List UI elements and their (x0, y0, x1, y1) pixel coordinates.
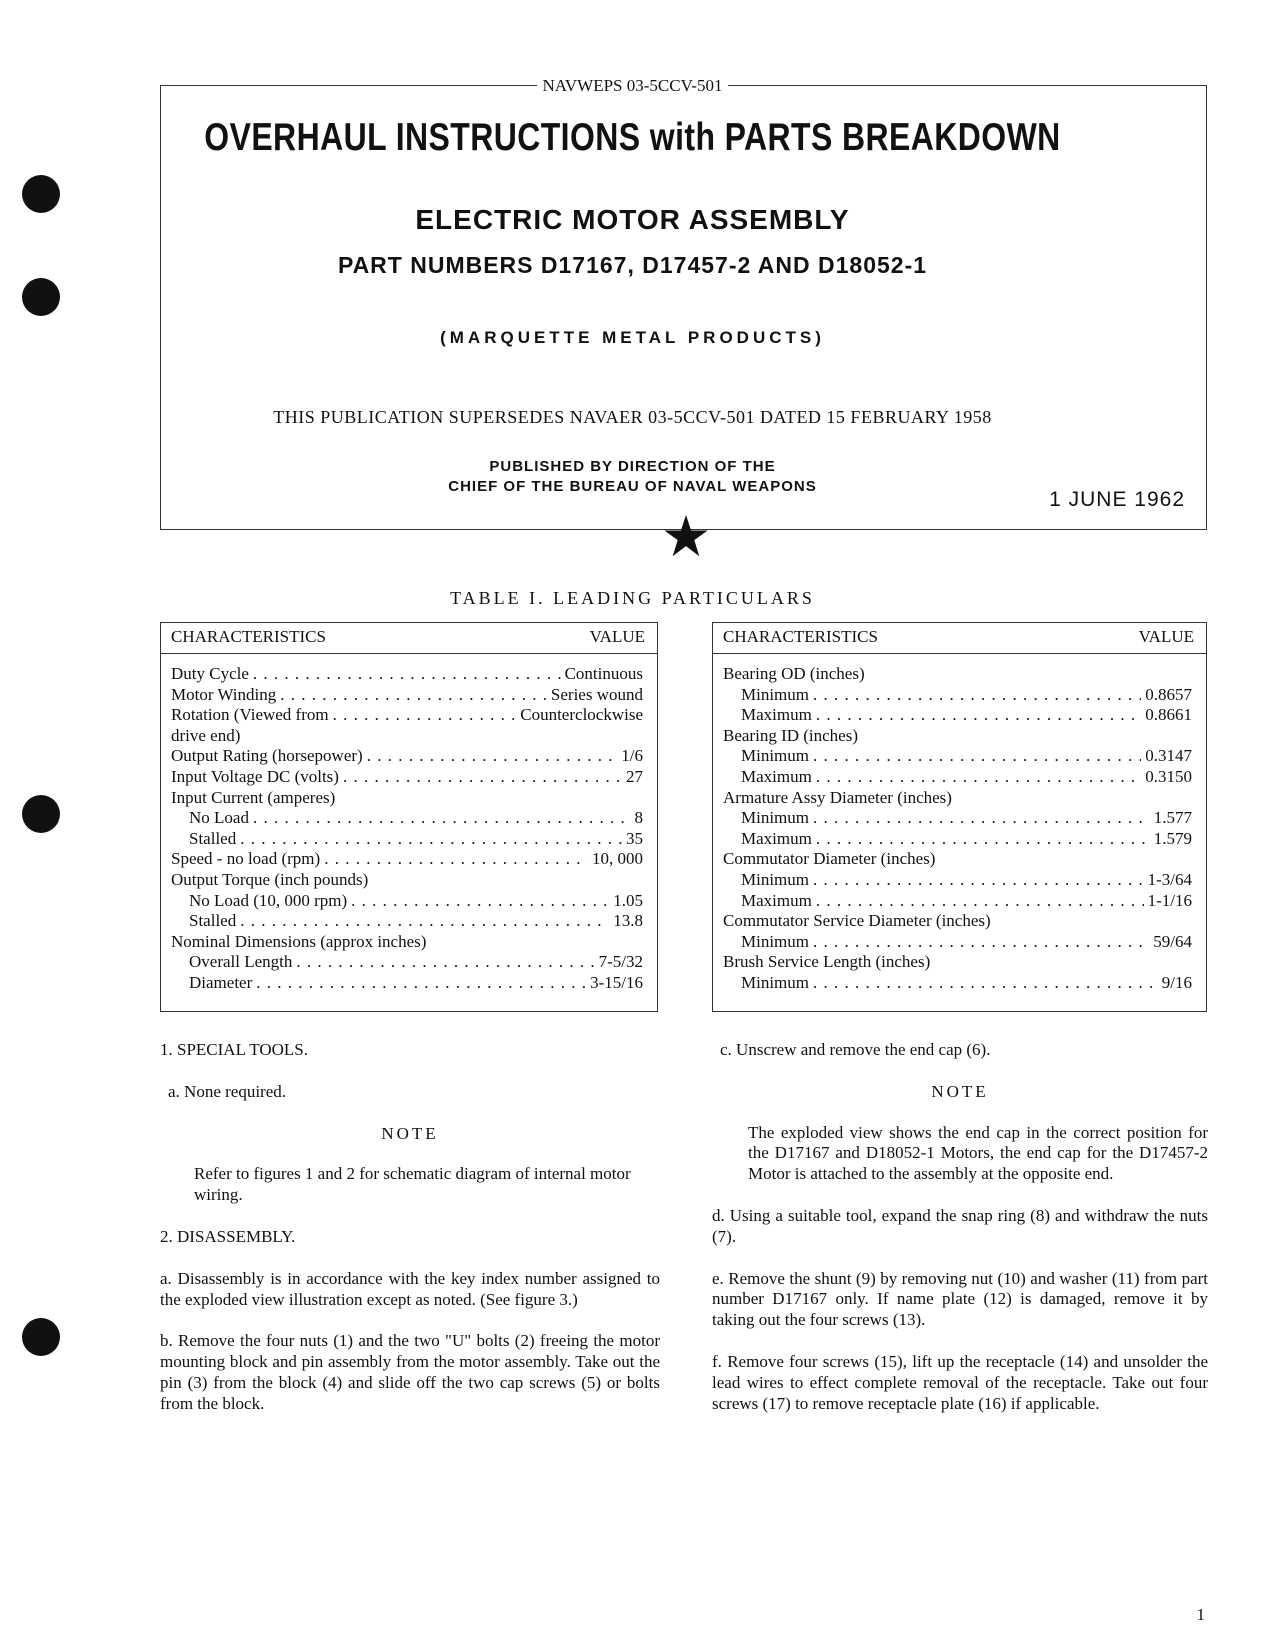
leader-dots (367, 746, 618, 767)
leader-dots (253, 808, 631, 829)
table-row (723, 685, 1192, 706)
column-header-value: VALUE (589, 627, 645, 646)
leader-dots (343, 767, 622, 788)
row-value: 1-1/16 (1147, 890, 1192, 910)
text-column-right (712, 1040, 1208, 1435)
row-label: Speed - no load (rpm) (171, 849, 321, 869)
column-header-characteristics: CHARACTERISTICS (171, 627, 326, 646)
paragraph-2a: a. Disassembly is in accordance with the key index number assigned to the exploded view illustration except as noted. (See figure 3.) (160, 1268, 660, 1309)
section-heading-special-tools: 1. SPECIAL TOOLS. (160, 1040, 308, 1059)
column-header-characteristics: CHARACTERISTICS (723, 627, 878, 646)
row-value: 10, 000 (592, 849, 643, 869)
row-value: 7-5/32 (598, 952, 643, 972)
table-row (723, 952, 1192, 973)
leader-dots (280, 685, 547, 706)
row-label: No Load (189, 808, 249, 828)
row-value: Continuous (564, 664, 643, 683)
paragraph-2c: c. Unscrew and remove the end cap (6). (720, 1040, 991, 1059)
row-label: Duty Cycle (171, 664, 249, 683)
row-label: Minimum (741, 869, 810, 889)
leader-dots (813, 932, 1149, 953)
text-column-left (160, 1040, 660, 1436)
paragraph-2f: f. Remove four screws (15), lift up the receptacle (14) and unsolder the lead wires to effect complete removal of the receptacle. Take out four screws (17) to remove receptacle plate (16) if applicable. (712, 1351, 1208, 1413)
leader-dots (816, 891, 1144, 912)
table-row (723, 788, 1192, 809)
table-row (171, 870, 643, 891)
row-label: Maximum (741, 705, 812, 725)
leader-dots (813, 973, 1158, 994)
supersedes-notice: THIS PUBLICATION SUPERSEDES NAVAER 03-5CCV-501 DATED 15 FEBRUARY 1958 (273, 407, 992, 427)
note-text: Refer to figures 1 and 2 for schematic diagram of internal motor wiring. (194, 1164, 631, 1205)
row-label: Minimum (741, 808, 810, 828)
table-title: TABLE I. LEADING PARTICULARS (450, 588, 815, 608)
row-label: Motor Winding (171, 684, 277, 704)
row-value: 0.3147 (1145, 746, 1192, 766)
table-row (171, 849, 643, 870)
row-label: Overall Length (189, 952, 293, 972)
table-row (171, 746, 643, 767)
row-label: Minimum (741, 746, 810, 766)
table-row (723, 808, 1192, 829)
row-value: 1.05 (613, 890, 643, 910)
row-label: Armature Assy Diameter (inches) (723, 787, 952, 807)
leader-dots (324, 849, 588, 870)
row-label: Minimum (741, 684, 810, 704)
note-heading: NOTE (931, 1081, 989, 1101)
table-row (171, 932, 643, 953)
row-label: Commutator Diameter (inches) (723, 849, 936, 869)
punch-hole (22, 278, 60, 316)
part-numbers: PART NUMBERS D17167, D17457-2 AND D18052-1 (337, 252, 928, 278)
leader-dots (816, 767, 1141, 788)
row-label: Minimum (741, 972, 810, 992)
table-header (713, 623, 1206, 654)
row-label: Brush Service Length (inches) (723, 952, 931, 972)
paragraph-2b: b. Remove the four nuts (1) and the two "U" bolts (2) freeing the motor mounting block and pin assembly from the motor assembly. Take out the pin (3) from the block (4) and slide off the two cap screws (5) or bolts from the block. (160, 1331, 660, 1413)
leader-dots (813, 685, 1141, 706)
table-row (171, 685, 643, 706)
table-row (171, 808, 643, 829)
row-label: Maximum (741, 890, 812, 910)
row-value: 0.3150 (1145, 766, 1192, 786)
table-row (171, 952, 643, 973)
leader-dots (813, 870, 1144, 891)
row-value: 1/6 (621, 746, 643, 766)
table-row (723, 849, 1192, 870)
leader-dots (351, 891, 609, 912)
row-label: Minimum (741, 931, 810, 951)
paragraph-1a: a. None required. (168, 1081, 287, 1101)
document-number: NAVWEPS 03-5CCV-501 (0, 76, 1265, 96)
note-heading: NOTE (381, 1123, 439, 1143)
paragraph-2d: d. Using a suitable tool, expand the snap ring (8) and withdraw the nuts (7). (712, 1205, 1208, 1246)
table-body (161, 654, 657, 994)
leader-dots (816, 705, 1141, 726)
manufacturer: (MARQUETTE METAL PRODUCTS) (440, 328, 825, 347)
row-value: 1.579 (1153, 828, 1192, 848)
note-text: The exploded view shows the end cap in the correct position for the D17167 and D18052-1 Motors, the end cap for the D17457-2 Motor is attached to the assembly at the opposite end. (748, 1122, 1208, 1184)
row-label: Maximum (741, 828, 812, 848)
paragraph-2e: e. Remove the shunt (9) by removing nut (10) and washer (11) from part number D17167 only. If name plate (12) is damaged, remove it by taking out the four screws (13). (712, 1268, 1208, 1330)
page-number: 1 (1196, 1605, 1205, 1624)
row-label: No Load (10, 000 rpm) (189, 890, 348, 910)
row-label: Output Torque (inch pounds) (171, 869, 369, 889)
page-title: OVERHAUL INSTRUCTIONS with PARTS BREAKDOWN (204, 116, 1061, 159)
table-row (723, 829, 1192, 850)
row-label: Stalled (189, 828, 237, 848)
published-line-2: CHIEF OF THE BUREAU OF NAVAL WEAPONS (448, 478, 817, 495)
row-value: 1.577 (1153, 808, 1192, 828)
table-row (171, 705, 643, 726)
table-header (161, 623, 657, 654)
table-row (171, 767, 643, 788)
table-row (723, 746, 1192, 767)
row-label: Input Current (amperes) (171, 787, 336, 807)
row-value: 27 (626, 766, 643, 786)
row-value: 59/64 (1153, 931, 1192, 951)
table-row (723, 870, 1192, 891)
leader-dots (296, 952, 594, 973)
table-row (723, 932, 1192, 953)
table-row (723, 726, 1192, 747)
row-value: Series wound (550, 684, 643, 704)
row-label: Diameter (189, 972, 253, 992)
table-row (723, 705, 1192, 726)
row-label: Maximum (741, 766, 812, 786)
table-row (723, 767, 1192, 788)
table-row (723, 891, 1192, 912)
row-label: Input Voltage DC (volts) (171, 766, 339, 786)
row-label: Output Rating (horsepower) (171, 746, 363, 766)
row-label: Nominal Dimensions (approx inches) (171, 931, 427, 951)
particulars-table-right (712, 622, 1207, 1012)
table-row (723, 973, 1192, 994)
publication-date: 1 JUNE 1962 (1049, 488, 1185, 511)
table-row (723, 911, 1192, 932)
table-row (171, 973, 643, 994)
subtitle: ELECTRIC MOTOR ASSEMBLY (415, 204, 850, 235)
row-value: 13.8 (613, 911, 643, 931)
row-label: Commutator Service Diameter (inches) (723, 911, 991, 931)
punch-hole (22, 795, 60, 833)
leader-dots (253, 664, 561, 685)
leader-dots (813, 746, 1141, 767)
row-label: Bearing ID (inches) (723, 725, 859, 745)
row-label: Stalled (189, 911, 237, 931)
table-row (723, 664, 1192, 685)
particulars-table-left (160, 622, 658, 1012)
row-value: 0.8657 (1145, 684, 1192, 704)
section-heading-disassembly: 2. DISASSEMBLY. (160, 1226, 296, 1246)
leader-dots (240, 829, 622, 850)
row-label: Bearing OD (inches) (723, 664, 865, 683)
leader-dots (813, 808, 1150, 829)
punch-hole (22, 1318, 60, 1356)
table-row (171, 664, 643, 685)
table-row (171, 891, 643, 912)
row-label: drive end) (171, 725, 241, 745)
table-row (171, 788, 643, 809)
row-label: Rotation (Viewed from (171, 705, 329, 725)
column-header-value: VALUE (1138, 627, 1194, 646)
row-value: 9/16 (1161, 972, 1192, 992)
row-value: 3-15/16 (590, 972, 643, 992)
row-value: Counterclockwise (520, 705, 643, 725)
table-row (171, 726, 643, 747)
leader-dots (240, 911, 609, 932)
published-line-1: PUBLISHED BY DIRECTION OF THE (489, 458, 776, 475)
row-value: 35 (626, 828, 643, 848)
leader-dots (256, 973, 586, 994)
row-value: 0.8661 (1145, 705, 1192, 725)
leader-dots (816, 829, 1150, 850)
star-icon (663, 513, 709, 559)
row-value: 1-3/64 (1147, 869, 1192, 889)
row-value: 8 (634, 808, 643, 828)
table-row (171, 829, 643, 850)
table-row (171, 911, 643, 932)
leader-dots (333, 705, 517, 726)
table-body (713, 654, 1206, 994)
